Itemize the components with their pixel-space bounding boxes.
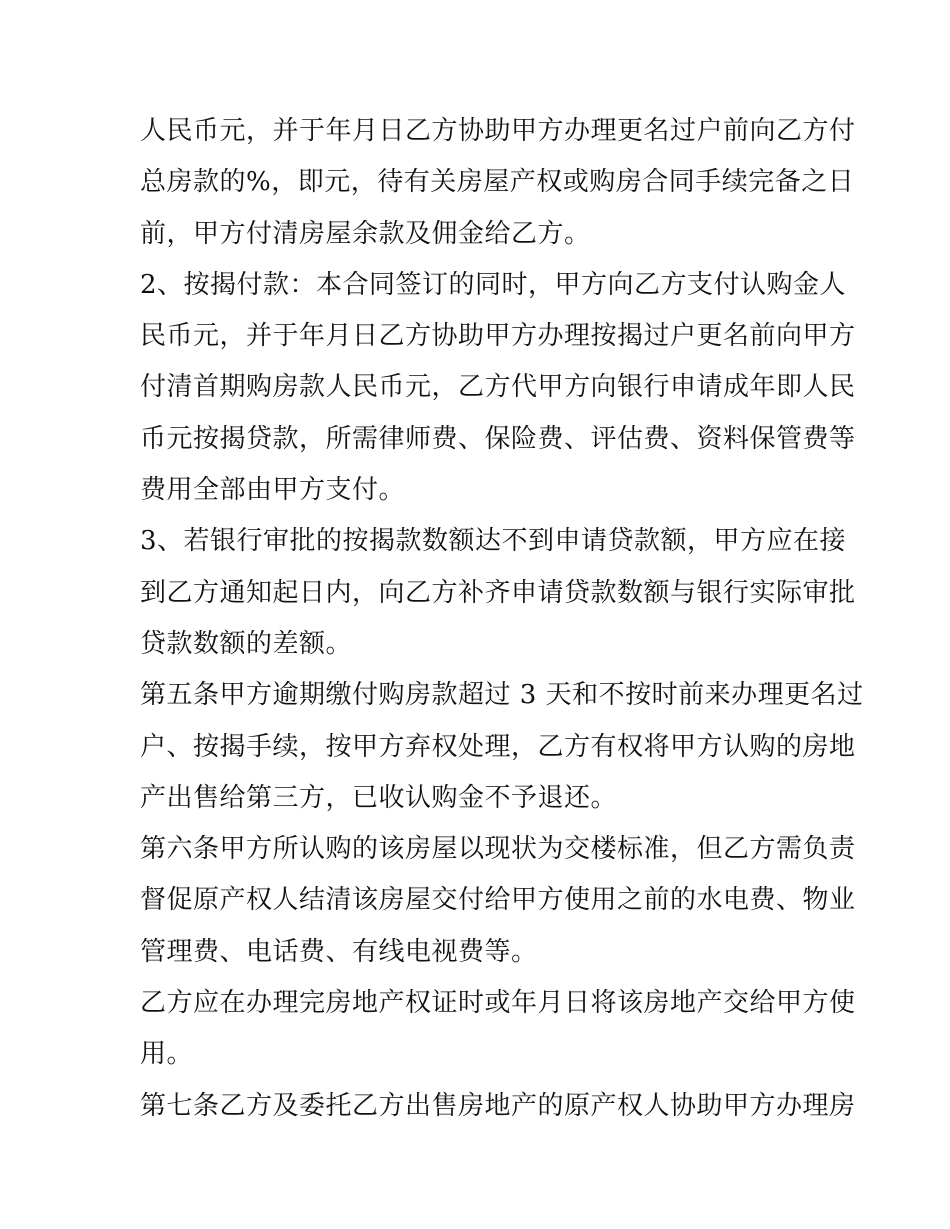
text-line: 管理费、电话费、有线电视费等。 <box>140 936 538 967</box>
text-line: 户、按揭手续，按甲方弃权处理，乙方有权将甲方认购的房地 <box>140 731 856 762</box>
text-line: 贷款数额的差额。 <box>140 628 353 659</box>
text-line: 总房款的%，即元，待有关房屋产权或购房合同手续完备之日 <box>140 167 855 198</box>
text-line: 前，甲方付清房屋余款及佣金给乙方。 <box>140 218 591 249</box>
text-line: 到乙方通知起日内，向乙方补齐申请贷款数额与银行实际审批 <box>140 577 856 608</box>
text-line: 费用全部由甲方支付。 <box>140 475 406 506</box>
text-line: 人民币元，并于年月日乙方协助甲方办理更名过户前向乙方付 <box>140 116 856 146</box>
document-body <box>140 106 864 1132</box>
text-line: 第五条甲方逾期缴付购房款超过 3 天和不按时前来办理更名过 <box>140 680 864 711</box>
text-line: 第六条甲方所认购的该房屋以现状为交楼标准，但乙方需负责 <box>140 834 856 865</box>
text-line: 币元按揭贷款，所需律师费、保险费、评估费、资料保管费等 <box>140 423 856 454</box>
text-line: 3、若银行审批的按揭款数额达不到申请贷款额，甲方应在接 <box>140 526 847 557</box>
text-line: 用。 <box>140 1039 194 1070</box>
text-line: 第七条乙方及委托乙方出售房地产的原产权人协助甲方办理房 <box>140 1090 856 1121</box>
text-line: 民币元，并于年月日乙方协助甲方办理按揭过户更名前向甲方 <box>140 321 856 352</box>
text-line: 付清首期购房款人民币元，乙方代甲方向银行申请成年即人民 <box>140 372 856 403</box>
text-line: 2、按揭付款：本合同签订的同时，甲方向乙方支付认购金人 <box>140 269 847 300</box>
text-line: 督促原产权人结清该房屋交付给甲方使用之前的水电费、物业 <box>140 885 856 916</box>
text-line: 乙方应在办理完房地产权证时或年月日将该房地产交给甲方使 <box>140 988 856 1019</box>
text-line: 产出售给第三方，已收认购金不予退还。 <box>140 782 618 813</box>
